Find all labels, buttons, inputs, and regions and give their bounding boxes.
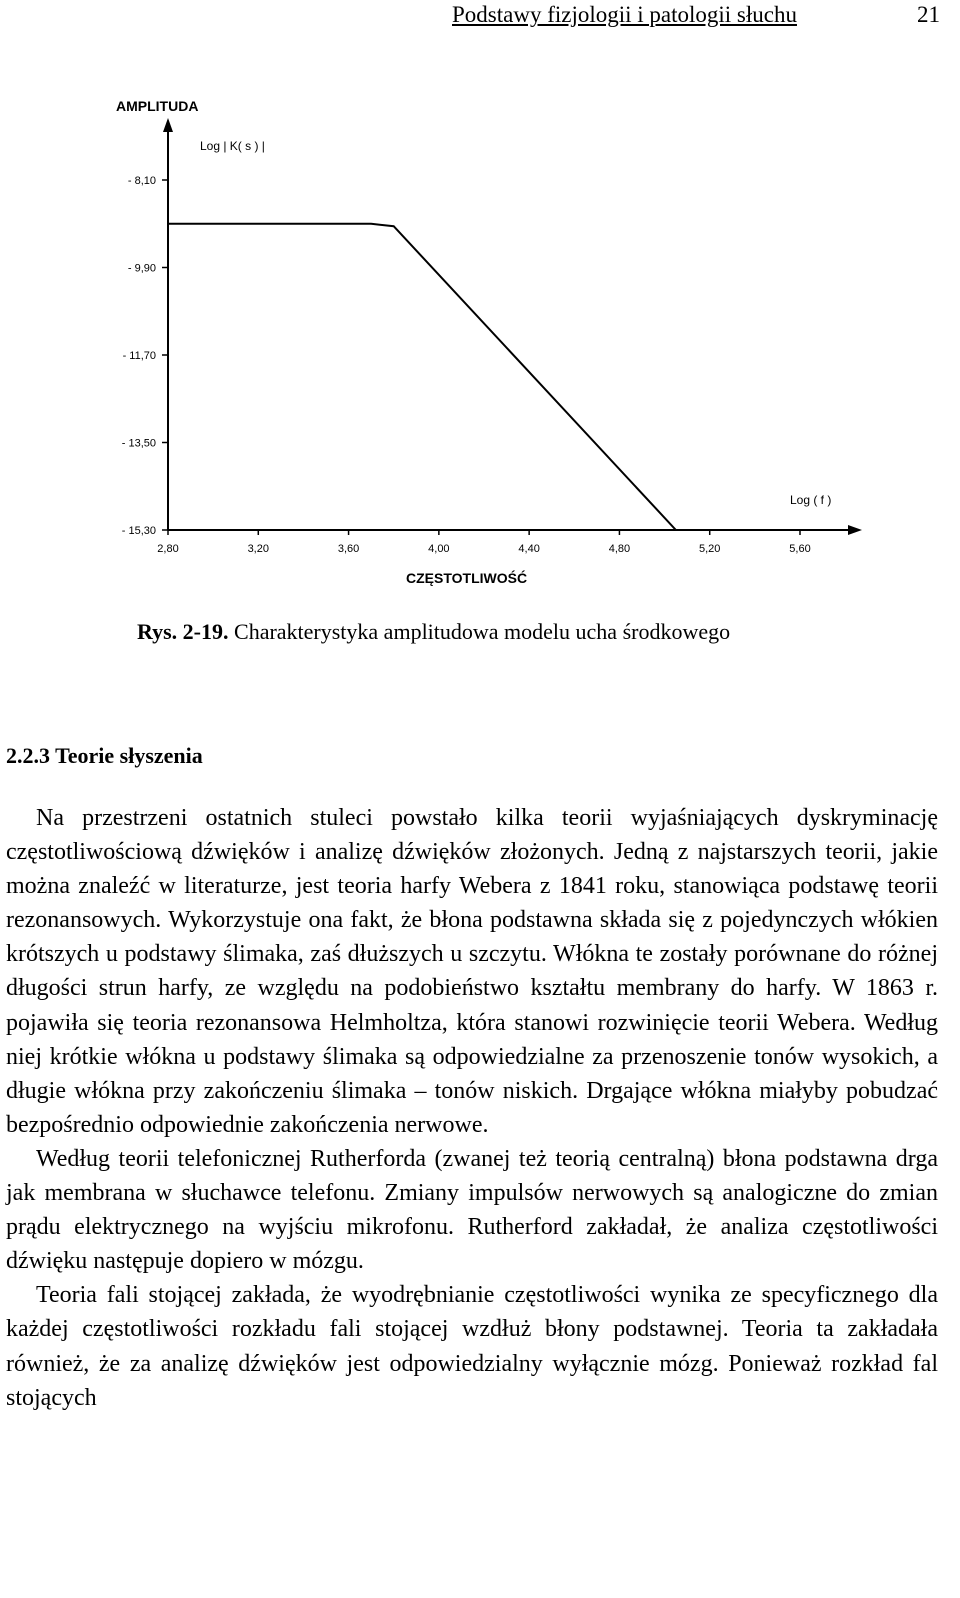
x-tick-label: 4,40 — [518, 543, 540, 555]
x-axis-arrow — [848, 525, 862, 535]
chart-ticks — [122, 175, 811, 555]
paragraph: Teoria fali stojącej zakłada, że wyodrębnianie częstotliwości wynika ze specyficznego dla każdej częstotliwości rozkładu fali stojącej wzdłuż błony podstawnej. Teoria ta zakładała również, że za analizę dźwięków jest odpowiedzialny wyłącznie mózg. Ponieważ rozkład fal stojących — [6, 1282, 938, 1411]
y-tick-label: - 9,90 — [127, 262, 156, 275]
chart-axes — [163, 118, 862, 535]
x-axis-label: Log ( f ) — [790, 493, 832, 507]
paragraph: Na przestrzeni ostatnich stuleci powstało kilka teorii wyjaśniających dyskryminację częstotliwościową dźwięków i analizę dźwięków złożonych. Jedną z najstarszych teorii, jakie można znaleźć w literaturze, jest teoria harfy Webera z 1841 roku, stanowiąca podstawę teorii rezonansowych. Wykorzystuje ona fakt, że błona podstawna składa się z pojedynczych włókien krótszych u podstawy ślimaka, zaś dłuższych u szczytu. Włókna te zostały porównane do różnej długości strun harfy, ze względu na podobieństwo kształtu membrany do harfy. W 1863 r. pojawiła się teoria rezonansowa Helmholtza, która stanowi rozwinięcie teorii Webera. Według niej krótkie włókna u podstawy ślimaka są odpowiedzialne za przenoszenie tonów wysokich, a długie włókna przy zakończeniu ślimaka – tonów niskich. Drgające włókna miałyby pobudzać bezpośrednio odpowiednie zakończenia nerwowe. — [6, 805, 938, 1138]
x-tick-label: 3,20 — [247, 543, 269, 555]
y-tick-label: - 11,70 — [122, 350, 156, 362]
x-tick-label: 2,80 — [157, 543, 179, 555]
x-tick-label: 3,60 — [337, 543, 360, 555]
y-tick-label: - 8,10 — [127, 175, 156, 187]
y-tick-label: - 15,30 — [121, 525, 156, 537]
amplitude-chart — [0, 85, 960, 595]
running-header — [452, 2, 940, 30]
caption-label: Rys. 2-19. — [137, 619, 229, 644]
x-axis-title: CZĘSTOTLIWOŚĆ — [406, 570, 528, 586]
paragraph: Według teorii telefonicznej Rutherforda (zwanej też teorią centralną) błona podstawna drga jak membrana w słuchawce telefonu. Zmiany impulsów nerwowych są analogiczne do zmian prądu elektrycznego na wyjściu mikrofonu. Rutherford zakładał, że analiza częstotliwości dźwięku następuje dopiero w mózgu. — [6, 1145, 938, 1275]
x-tick-label: 4,00 — [428, 543, 450, 555]
page-number: 21 — [917, 2, 940, 27]
y-tick-label: - 13,50 — [121, 437, 156, 450]
header-title: Podstawy fizjologii i patologii słuchu — [452, 2, 797, 27]
x-tick-label: 5,60 — [789, 543, 811, 555]
x-tick-label: 4,80 — [608, 543, 631, 555]
x-tick-label: 5,20 — [699, 543, 721, 555]
y-axis-title: AMPLITUDA — [116, 98, 199, 114]
body-text — [6, 801, 938, 1415]
amplitude-curve — [168, 224, 800, 530]
figure-caption — [137, 619, 730, 645]
caption-text: Charakterystyka amplitudowa modelu ucha środkowego — [234, 619, 731, 644]
y-axis-arrow — [163, 118, 173, 132]
chart-series — [168, 224, 800, 530]
section-title: 2.2.3 Teorie słyszenia — [6, 743, 203, 768]
y-axis-label: Log | K( s ) | — [200, 139, 265, 153]
